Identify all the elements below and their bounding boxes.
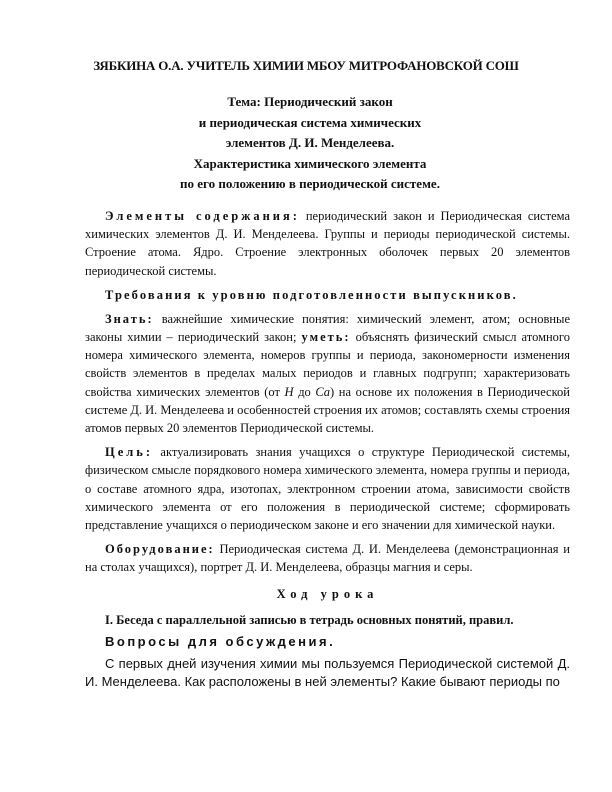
requirements-paragraph <box>85 310 570 437</box>
content-elements-paragraph <box>85 207 570 280</box>
able-text-2: ) на основе их положения в Периодической системе Д. И. Менделеева и особенностей строения их атомов; составлять схемы строения атомов первых 20 элементов Периодической системы. <box>85 384 571 436</box>
content-elements-text: периодический закон и Периодическая система химических элементов Д. И. Менделеева. Группы и периоды периодической системы. Строение атома. Ядро. Строение электронных оболочек первых 20 элементов периодической системы. <box>85 209 570 278</box>
topic-line: элементов Д. И. Менделеева. <box>225 135 395 150</box>
know-text: важнейшие химические понятия: химический элемент, атом; основные законы химии – периодический закон; <box>85 311 570 345</box>
able-label: уметь: <box>301 330 351 345</box>
lesson-topic <box>100 92 520 195</box>
lesson-step-1: I. Беседа с параллельной записью в тетрадь основных понятий, правил. <box>105 612 514 627</box>
goal-paragraph <box>85 443 570 534</box>
lesson-paragraph: С первых дней изучения химии мы пользуемся Периодической системой Д. И. Менделеева. Как расположены в ней элементы? Какие бывают периоды по <box>85 656 570 690</box>
to-word: до <box>293 384 316 399</box>
topic-line: по его положению в периодической системе. <box>180 176 440 191</box>
topic-line: и периодическая система химических <box>198 114 422 130</box>
content-elements-label: Элементы содержания: <box>105 209 300 223</box>
equipment-text: Периодическая система Д. И. Менделеева (демонстрационная и на столах учащихся), портрет Д. И. Менделеева, образцы магния и серы. <box>85 542 570 575</box>
topic-line: Характеристика химического элемента <box>193 155 427 171</box>
goal-label: Цель: <box>105 445 154 460</box>
requirements-heading: Требования к уровню подготовленности выпускников. <box>105 287 518 302</box>
questions-heading: Вопросы для обсуждения. <box>105 634 336 650</box>
element-ca: Ca <box>315 384 331 399</box>
able-text-1: объяснять физический смысл атомного номера химического элемента, номеров группы и периода, закономерности изменения свойств элементов в пределах малых периодов и главных подгрупп; характеризовать свойства химических элементов (от <box>85 330 570 399</box>
element-h: H <box>284 384 294 399</box>
equipment-paragraph <box>85 540 570 576</box>
document-body <box>85 207 570 698</box>
lesson-title: Ход урока <box>276 586 379 601</box>
author-header: ЗЯБКИНА О.А. УЧИТЕЛЬ ХИМИИ МБОУ МИТРОФАНОВСКОЙ СОШ <box>93 58 519 73</box>
goal-text: актуализировать знания учащихся о структуре Периодической системы, физическом смысле порядкового номера химического элемента, номера группы и периода, о составе атомного ядра, изотопах, электронном строении атома, зависимости свойств химического элемента от его положения в периодической системе; сформировать представление учащихся о периодическом законе и его значении для химической науки. <box>85 445 570 533</box>
know-label: Знать: <box>105 311 154 326</box>
topic-line: Тема: Периодический закон <box>227 94 393 109</box>
equipment-label: Оборудование: <box>105 542 215 557</box>
